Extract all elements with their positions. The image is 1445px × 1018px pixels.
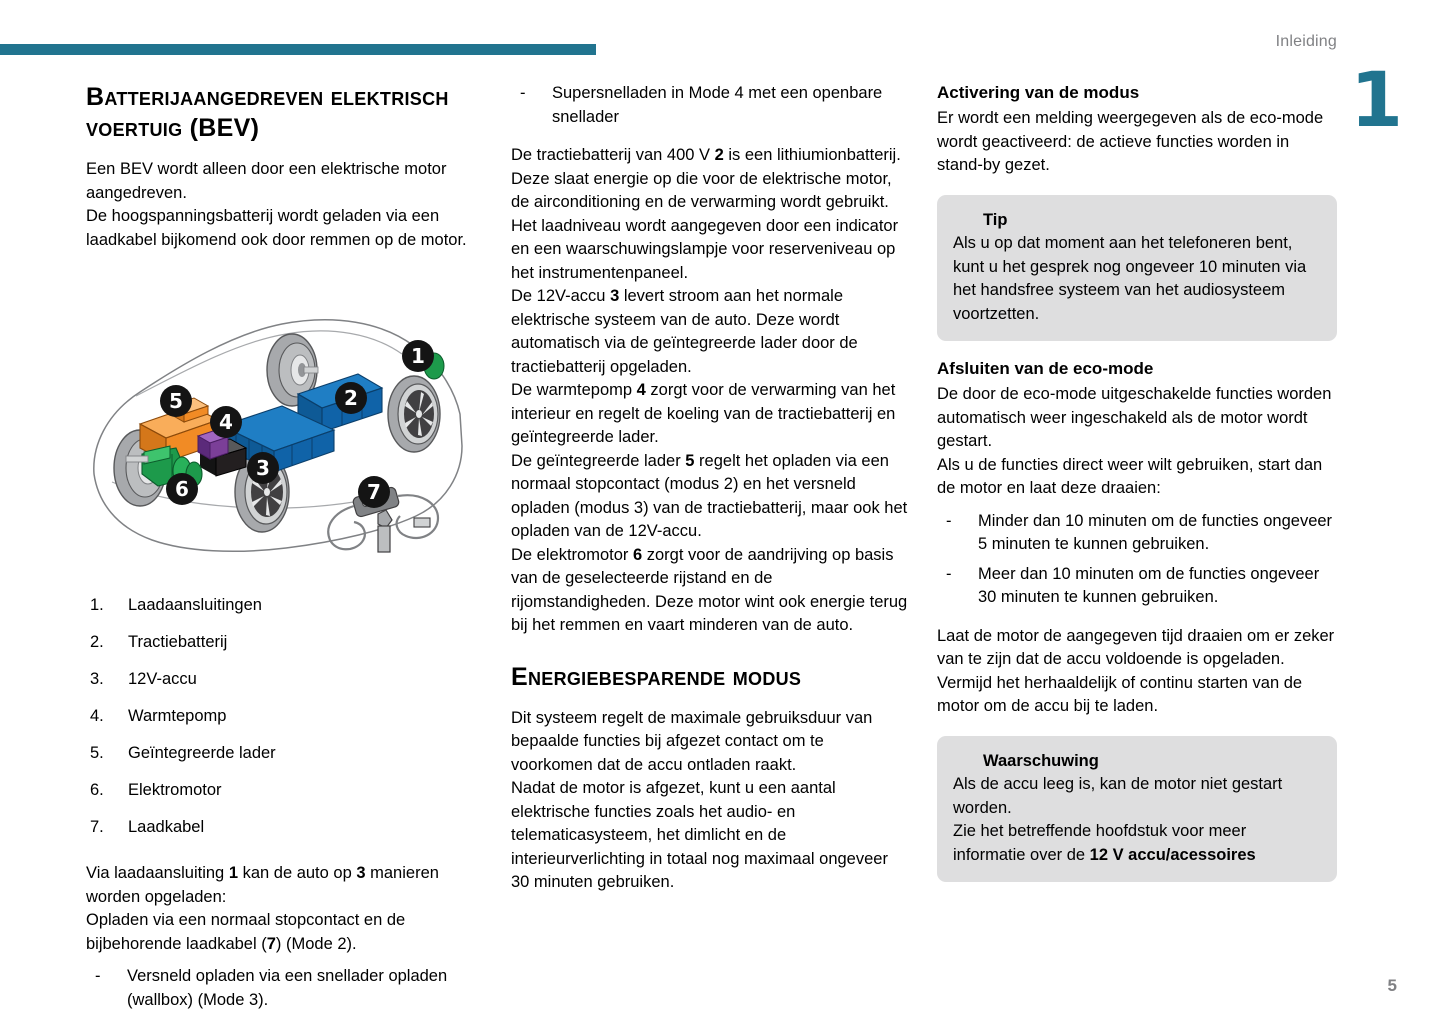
- svg-text:2: 2: [344, 386, 358, 410]
- svg-text:3: 3: [256, 456, 270, 480]
- svg-text:1: 1: [411, 344, 425, 368]
- list-item: [937, 510, 1337, 557]
- tip-text: [953, 209, 1321, 327]
- exit-paragraph-4: Vermijd het herhaaldelijk of continu starten van de motor om de accu bij te laden.: [937, 673, 1303, 715]
- dash-bullet: -: [520, 84, 526, 102]
- bullet-text: Versneld opladen via een snellader opladen (wallbox) (Mode 3).: [127, 967, 448, 1009]
- header-rule: [0, 44, 596, 55]
- exit-paragraph-1: De door de eco-mode uitgeschakelde functies worden automatisch weer ingeschakeld als de motor wordt gestart.: [937, 385, 1332, 450]
- eco-mode-paragraph-1: Dit systeem regelt de maximale gebruiksduur van bepaalde functies bij afgezet contact om te voorkomen dat de accu ontladen raakt.: [511, 708, 873, 774]
- subheading-exit-eco-mode: Afsluiten van de eco-mode: [937, 359, 1154, 378]
- exit-paragraph-3: Laat de motor de aangegeven tijd draaien om er zeker van te zijn dat de accu voldoende is opgeladen.: [937, 626, 1335, 668]
- charging-modes-list: [86, 965, 484, 1012]
- legend-label: Warmtepomp: [128, 707, 227, 725]
- chapter-number: 1: [1350, 55, 1403, 144]
- activation-paragraph: Er wordt een melding weergegeven als de eco-mode wordt geactiveerd: de actieve functies worden in stand-by gezet.: [937, 109, 1324, 174]
- bev-intro-paragraph-2: De hoogspanningsbatterij wordt geladen via een laadkabel bijkomend ook door remmen op de motor.: [86, 207, 467, 249]
- electric-motor-paragraph: De elektromotor 6 zorgt voor de aandrijving op basis van de geselecteerde rijstand en de rijomstandigheden. Deze motor wint ook energie terug bij het remmen en vaart minderen van de auto.: [511, 545, 908, 634]
- warning-text: [953, 750, 1321, 868]
- legend-label: Laadkabel: [128, 818, 205, 836]
- legend-number: 3.: [90, 670, 104, 688]
- legend-number: 1.: [90, 596, 104, 614]
- warning-body: Als de accu leeg is, kan de motor niet gestart worden.: [953, 775, 1283, 817]
- dash-bullet: -: [95, 967, 101, 985]
- heat-pump-paragraph: De warmtepomp 4 zorgt voor de verwarming van het interieur en regelt de koeling van de tractiebatterij en geïntegreerde lader.: [511, 381, 896, 446]
- middle-column: [511, 82, 909, 895]
- left-column: [86, 82, 484, 252]
- callout-1: [402, 340, 434, 372]
- warning-body-2: Zie het betreffende hoofdstuk voor meer informatie over de: [953, 822, 1247, 864]
- charging-mode2-paragraph: Opladen via een normaal stopcontact en de bijbehorende laadkabel (7) (Mode 2).: [86, 911, 406, 953]
- supercharge-list: [511, 82, 909, 129]
- component-legend-list: [86, 594, 484, 840]
- warning-callout-box: [937, 736, 1337, 883]
- charging-intro-paragraph: Via laadaansluiting 1 kan de auto op 3 manieren worden opgeladen:: [86, 864, 439, 906]
- bev-intro-paragraph-1: Een BEV wordt alleen door een elektrische motor aangedreven.: [86, 160, 447, 202]
- section-heading-eco-mode: Energiebesparende modus: [511, 662, 802, 691]
- callout-5: [160, 385, 192, 417]
- svg-text:6: 6: [175, 477, 189, 501]
- right-column: [937, 82, 1337, 882]
- svg-text:7: 7: [367, 480, 381, 504]
- legend-number: 5.: [90, 744, 104, 762]
- legend-label: Geïntegreerde lader: [128, 744, 276, 762]
- list-item: [86, 594, 484, 618]
- battery-12v-paragraph: De 12V-accu 3 levert stroom aan het normale elektrische systeem van de auto. Deze wordt automatisch via de geïntegreerde lader door de tractiebatterij opgeladen.: [511, 287, 858, 376]
- bullet-text: Supersnelladen in Mode 4 met een openbare snellader: [552, 84, 883, 126]
- dash-bullet: -: [946, 564, 952, 583]
- tip-body: Als u op dat moment aan het telefoneren bent, kunt u het gesprek nog ongeveer 10 minuten via het handsfree systeem van het audiosysteem voortzetten.: [953, 234, 1307, 323]
- list-item: [86, 965, 484, 1012]
- header-section-title: Inleiding: [1275, 33, 1337, 50]
- tip-title: Tip: [983, 210, 1008, 229]
- tip-callout-box: [937, 195, 1337, 342]
- svg-text:5: 5: [169, 389, 183, 413]
- callout-4: [210, 406, 242, 438]
- legend-number: 7.: [90, 818, 104, 836]
- page-number: 5: [1387, 976, 1397, 995]
- eco-mode-paragraph-2: Nadat de motor is afgezet, kunt u een aantal elektrische functies zoals het audio- en telematicasysteem, het dimlicht en de interieurverlichting in totaal nog maximaal ongeveer 30 minuten gebruiken.: [511, 779, 888, 891]
- bullet-text: Meer dan 10 minuten om de functies ongeveer 30 minuten te kunnen gebruiken.: [978, 564, 1320, 606]
- drive-shaft: [126, 456, 148, 462]
- list-item: [86, 779, 484, 803]
- list-item: [86, 668, 484, 692]
- list-item: [86, 631, 484, 655]
- integrated-charger-paragraph: De geïntegreerde lader 5 regelt het opladen via een normaal stopcontact (modus 2) en het versneld opladen (modus 3) van de tractiebatterij, maar ook het opladen van de 12V-accu.: [511, 451, 908, 540]
- bev-vehicle-diagram: [86, 296, 486, 576]
- callout-2: [335, 382, 367, 414]
- legend-label: Elektromotor: [128, 781, 222, 799]
- legend-number: 2.: [90, 633, 104, 651]
- wheel-front-right: [388, 376, 440, 452]
- callout-3: [247, 452, 279, 484]
- bullet-text: Minder dan 10 minuten om de functies ongeveer 5 minuten te kunnen gebruiken.: [978, 511, 1333, 553]
- left-column-lower: [86, 594, 484, 1018]
- legend-label: Tractiebatterij: [128, 633, 228, 651]
- subheading-activation: Activering van de modus: [937, 83, 1140, 102]
- traction-battery-paragraph: De tractiebatterij van 400 V 2 is een lithiumionbatterij. Deze slaat energie op die voor de elektrische motor, de airconditioning en de verwarming wordt gebruikt. Het laadniveau wordt aangegeven door een indicator en een waarschuwingslampje voor reserveniveau op het instrumentenpaneel.: [511, 146, 901, 282]
- section-heading-bev: Batterijaangedreven elektrisch voertuig (BEV): [86, 83, 449, 142]
- exit-paragraph-2: Als u de functies direct weer wilt gebruiken, start dan de motor en laat deze draaien:: [937, 455, 1323, 497]
- exit-duration-list: [937, 510, 1337, 610]
- legend-number: 6.: [90, 781, 104, 799]
- callout-6: [166, 473, 198, 505]
- warning-reference: 12 V accu/acessoires: [1089, 845, 1256, 864]
- svg-text:4: 4: [219, 410, 233, 434]
- list-item: [86, 816, 484, 840]
- warning-title: Waarschuwing: [983, 751, 1099, 770]
- list-item: [937, 563, 1337, 610]
- list-item: [511, 82, 909, 129]
- list-item: [86, 742, 484, 766]
- callout-7: [358, 476, 390, 508]
- legend-number: 4.: [90, 707, 104, 725]
- list-item: [86, 705, 484, 729]
- legend-label: Laadaansluitingen: [128, 596, 262, 614]
- dash-bullet: -: [946, 511, 952, 530]
- legend-label: 12V-accu: [128, 670, 197, 688]
